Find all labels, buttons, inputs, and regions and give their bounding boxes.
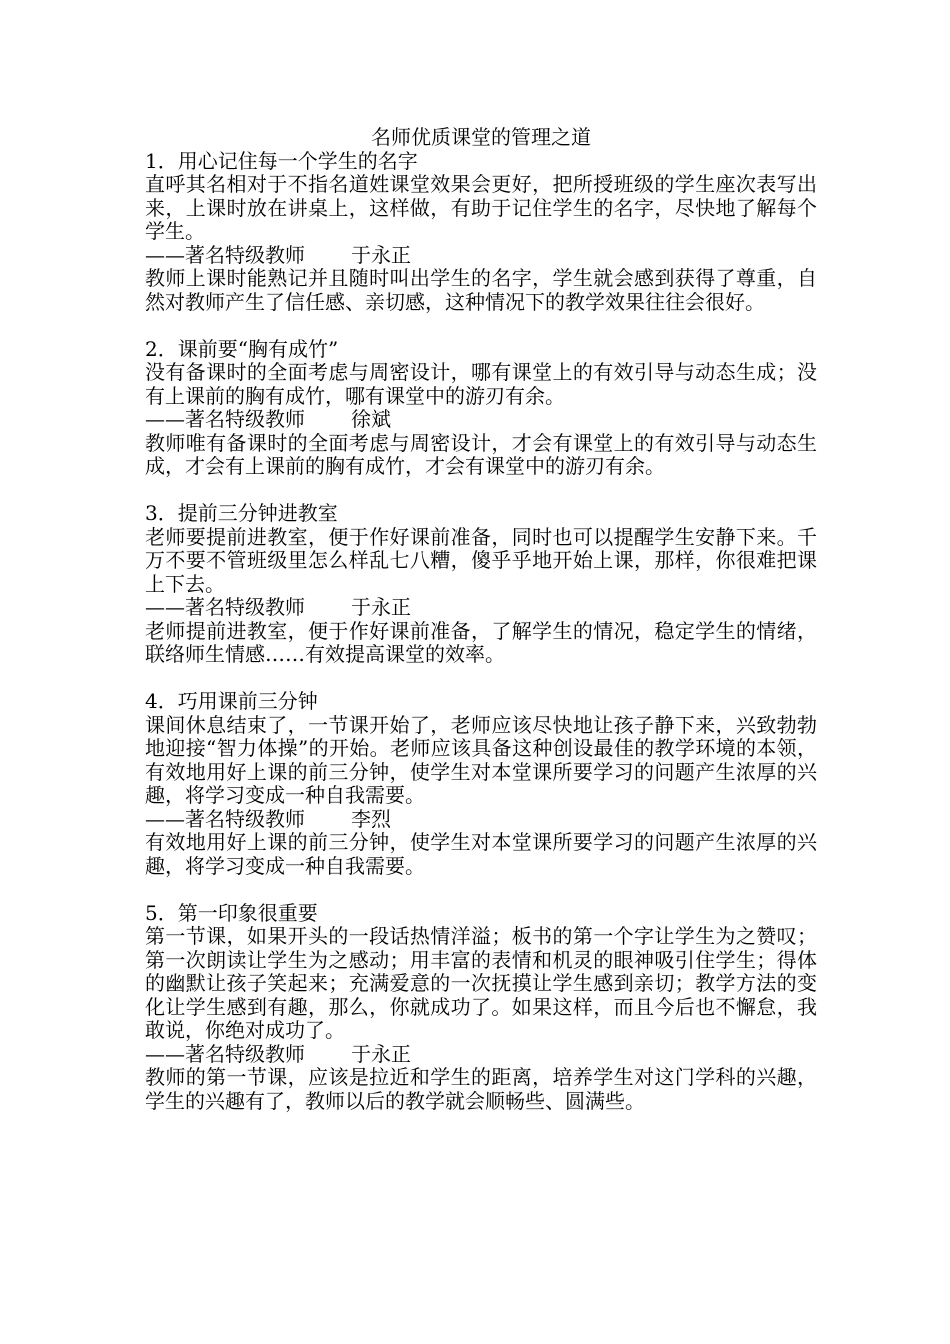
section-comment: 老师提前进教室，便于作好课前准备，了解学生的情况，稳定学生的情绪，联络师生情感……有效提高课堂的效率。 bbox=[145, 618, 817, 666]
attribution-prefix: ——著名特级教师 bbox=[145, 407, 305, 431]
section-heading: 5．第一印象很重要 bbox=[145, 900, 318, 925]
attribution-name: 于永正 bbox=[351, 1041, 411, 1066]
section-comment: 教师上课时能熟记并且随时叫出学生的名字，学生就会感到获得了尊重，自然对教师产生了信任感、亲切感，这种情况下的教学效果往往会很好。 bbox=[145, 266, 817, 314]
section-attribution bbox=[145, 808, 817, 832]
attribution-prefix: ——著名特级教师 bbox=[145, 806, 305, 831]
section-quote: 老师要提前进教室，便于作好课前准备，同时也可以提醒学生安静下来。千万不要不管班级里怎么样乱七八糟，傻乎乎地开始上课，那样，你很难把课上下去。 bbox=[145, 524, 817, 596]
attribution-name: 于永正 bbox=[351, 595, 411, 619]
section-attribution bbox=[145, 1043, 817, 1067]
section-comment: 有效地用好上课的前三分钟，使学生对本堂课所要学习的问题产生浓厚的兴趣，将学习变成一种自我需要。 bbox=[145, 830, 817, 878]
section-attribution bbox=[145, 408, 817, 432]
attribution-name: 徐斌 bbox=[351, 407, 391, 431]
section-comment: 教师的第一节课，应该是拉近和学生的距离，培养学生对这门学科的兴趣，学生的兴趣有了，教师以后的教学就会顺畅些、圆满些。 bbox=[145, 1065, 817, 1113]
section-1 bbox=[145, 150, 817, 315]
section-quote: 第一节课，如果开头的一段话热情洋溢；板书的第一个字让学生为之赞叹；第一次朗读让学生为之感动；用丰富的表情和机灵的眼神吸引住学生；得体的幽默让孩子笑起来；充满爱意的一次抚摸让学生感到亲切；教学方法的变化让学生感到有趣，那么，你就成功了。如果这样，而且今后也不懈怠，我敢说，你绝对成功了。 bbox=[145, 924, 817, 1042]
section-2 bbox=[145, 338, 817, 479]
section-quote: 直呼其名相对于不指名道姓课堂效果会更好，把所授班级的学生座次表写出来，上课时放在讲桌上，这样做，有助于记住学生的名字，尽快地了解每个学生。 bbox=[145, 172, 817, 243]
section-heading: 3．提前三分钟进教室 bbox=[145, 501, 338, 525]
attribution-name: 李烈 bbox=[351, 806, 391, 831]
section-comment: 教师唯有备课时的全面考虑与周密设计，才会有课堂上的有效引导与动态生成，才会有上课前的胸有成竹，才会有课堂中的游刃有余。 bbox=[145, 430, 817, 478]
section-heading: 4．巧用课前三分钟 bbox=[145, 689, 318, 713]
attribution-prefix: ——著名特级教师 bbox=[145, 595, 305, 619]
attribution-name: 于永正 bbox=[351, 242, 411, 267]
section-quote: 课间休息结束了，一节课开始了，老师应该尽快地让孩子静下来，兴致勃勃地迎接“智力体操”的开始。老师应该具备这种创设最佳的教学环境的本领，有效地用好上课的前三分钟，使学生对本堂课所要学习的问题产生浓厚的兴趣，将学习变成一种自我需要。 bbox=[145, 712, 817, 807]
section-heading: 1．用心记住每一个学生的名字 bbox=[145, 148, 418, 173]
section-quote: 没有备课时的全面考虑与周密设计，哪有课堂上的有效引导与动态生成；没有上课前的胸有成竹，哪有课堂中的游刃有余。 bbox=[145, 360, 817, 408]
document-body bbox=[145, 126, 817, 1113]
section-5 bbox=[145, 902, 817, 1114]
section-attribution bbox=[145, 596, 817, 620]
document-title: 名师优质课堂的管理之道 bbox=[371, 125, 591, 149]
section-attribution bbox=[145, 244, 817, 268]
section-3 bbox=[145, 502, 817, 667]
attribution-prefix: ——著名特级教师 bbox=[145, 1041, 305, 1066]
attribution-prefix: ——著名特级教师 bbox=[145, 242, 305, 267]
section-4 bbox=[145, 690, 817, 878]
section-heading: 2．课前要“胸有成竹” bbox=[145, 336, 339, 361]
